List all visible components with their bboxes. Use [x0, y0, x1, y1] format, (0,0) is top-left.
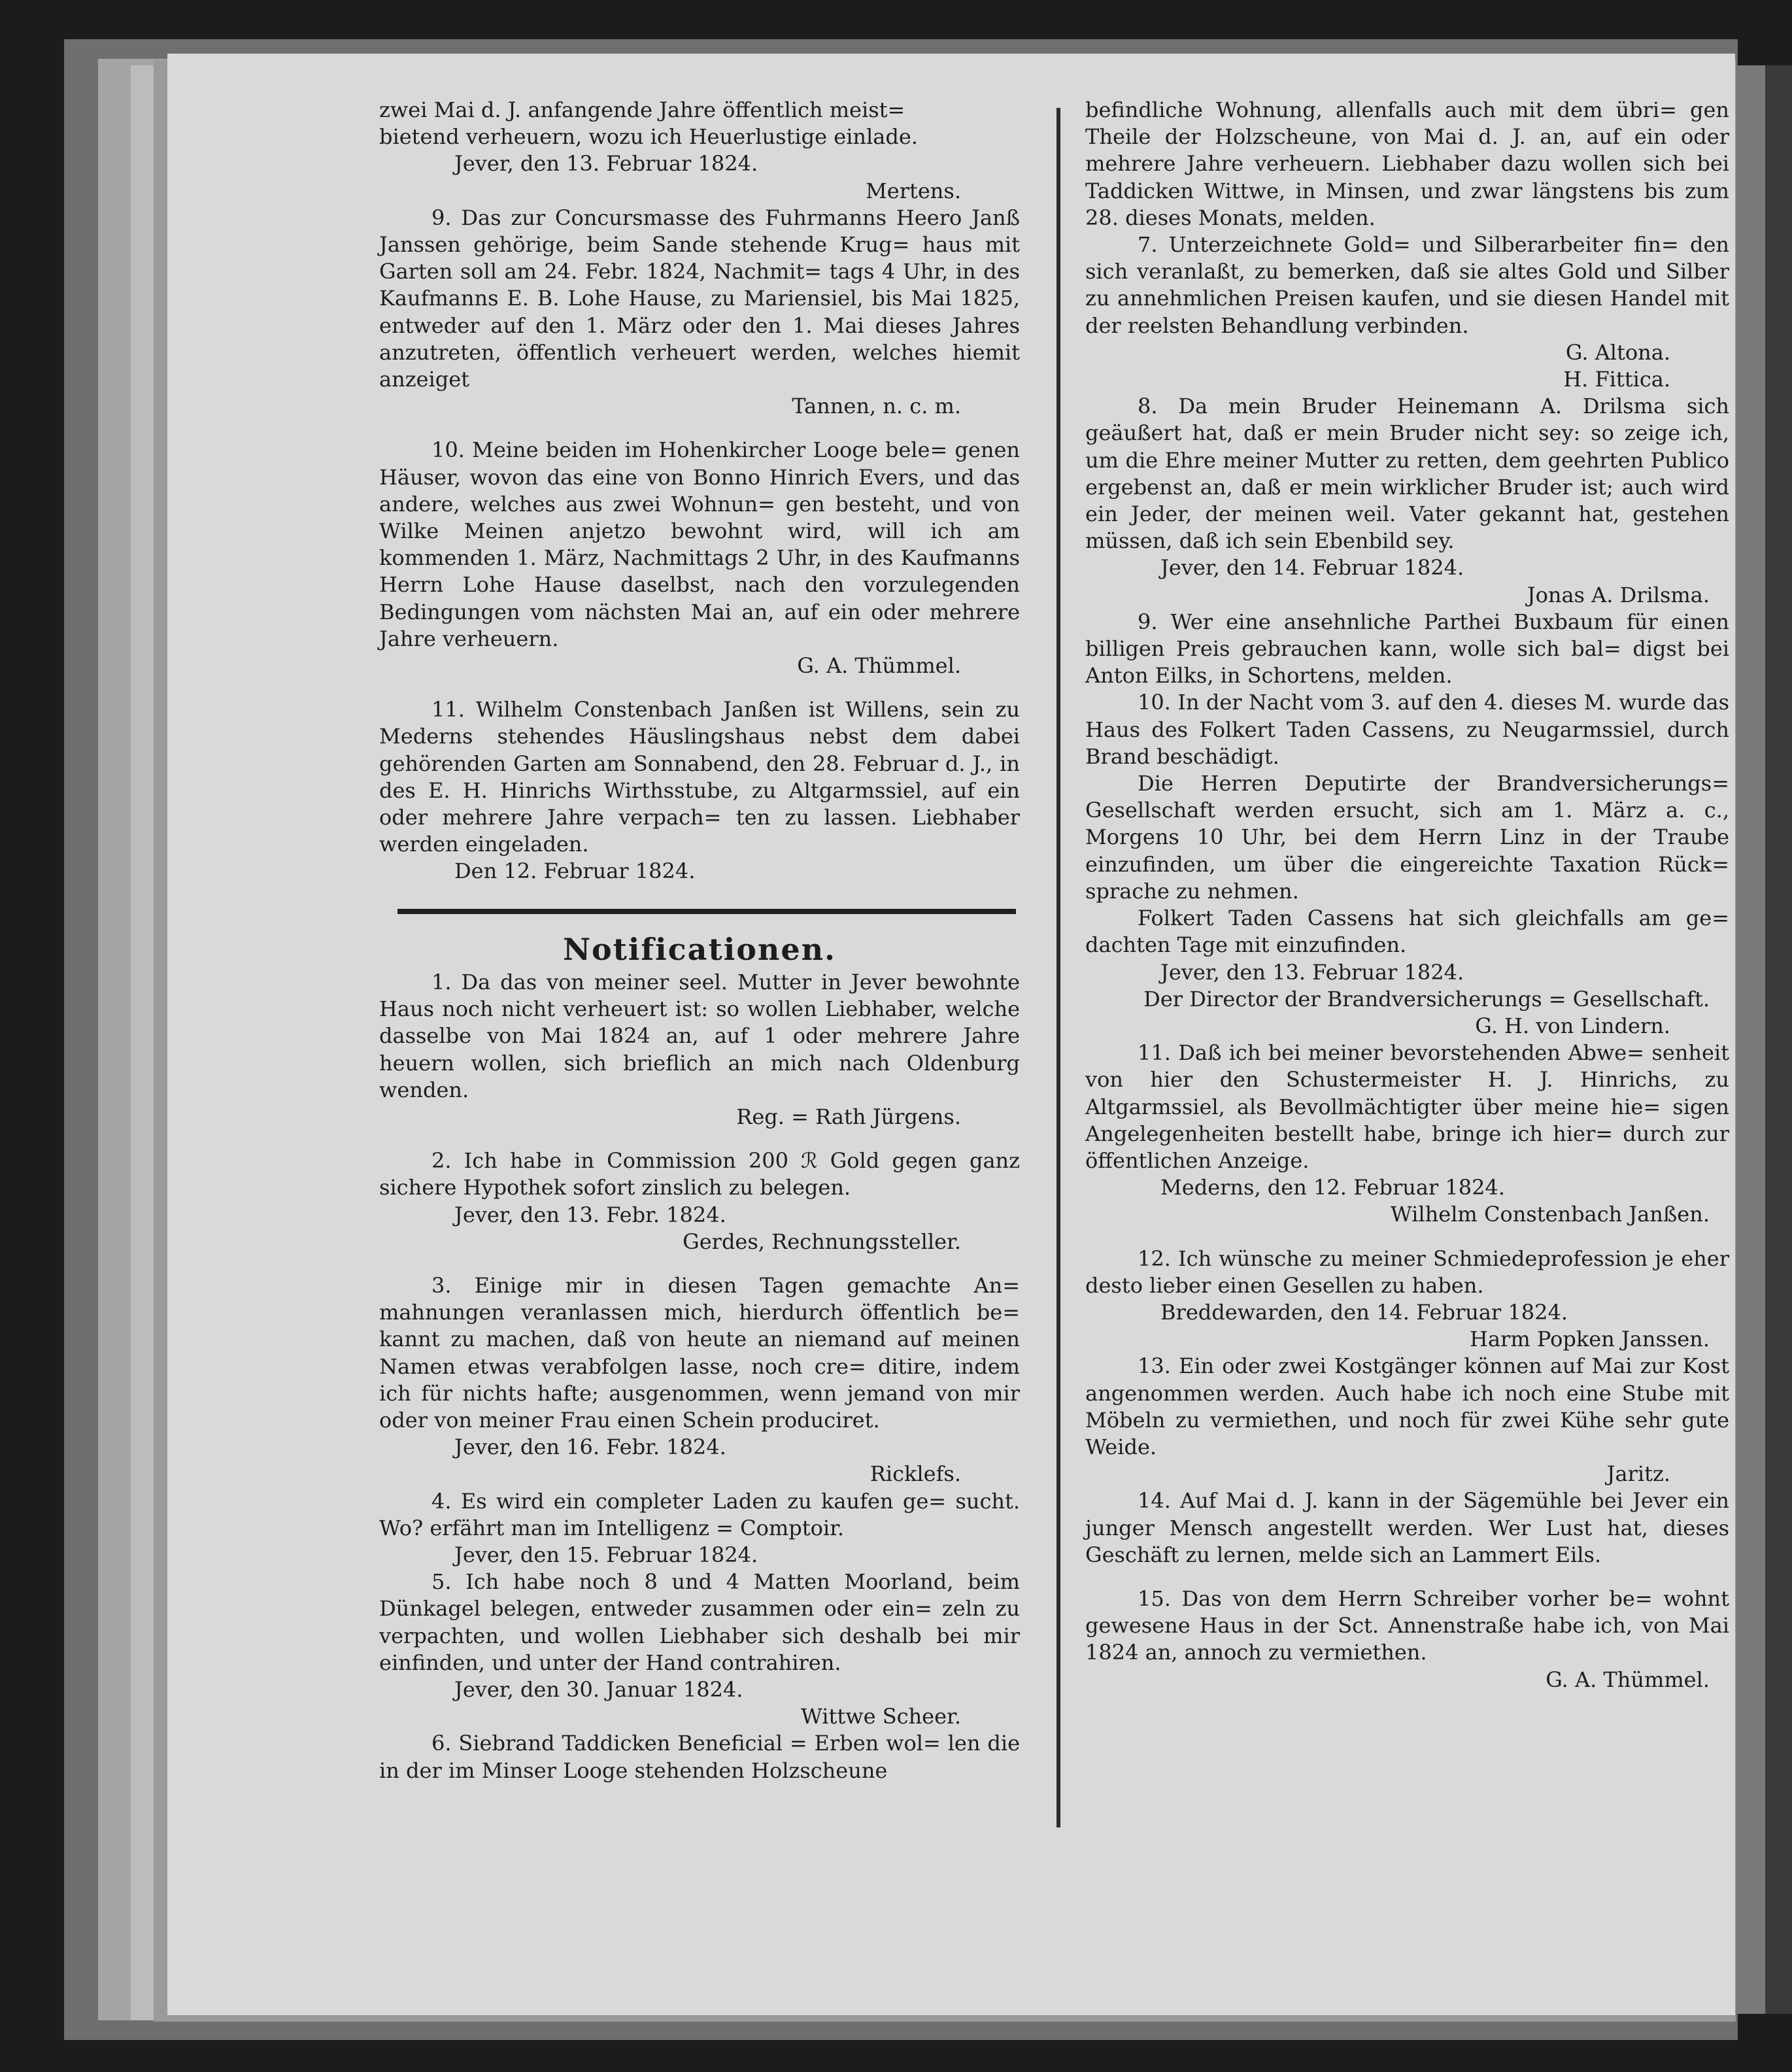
notice-9: 9. Das zur Concursmasse des Fuhrmanns Heero Janß Janssen gehörige, beim Sande stehende Krug= haus mit Garten soll am 24. Febr. 1824, Nachmit= tags 4 Uhr, in des Kaufmanns E. B. Lohe Hause, zu Mariensiel, bis Mai 1825, entweder auf den 1. März oder den 1. Mai dieses Jahres anzutreten, öffentlich verheuert werden, welches hiemit anzeiget — [379, 205, 1020, 392]
place-date: Jever, den 13. Febr. 1824. — [454, 1202, 726, 1227]
column-rule — [1057, 108, 1060, 1827]
section-heading: Notificationen. — [562, 932, 837, 967]
paragraph: Die Herren Deputirte der Brandversicherungs= Gesellschaft werden ersucht, sich am 1. März a. c., Morgens 10 Uhr, bei dem Herrn Linz in der Traube einzufinden, um über die eingereichte Taxation Rück= sprache zu nehmen. — [1085, 771, 1729, 904]
notification-3: 3. Einige mir in diesen Tagen gemachte An= mahnungen veranlassen mich, hierdurch öffentlich be= kannt zu machen, daß von heute an niemand auf meinen Namen etwas verabfolgen lasse, noch cre= ditire, indem ich für nichts hafte; ausgenommen, wenn jemand von mir oder von meiner Frau einen Schein produciret. — [379, 1273, 1020, 1433]
paragraph: Folkert Taden Cassens hat sich gleichfalls am ge= dachten Tage mit einzufinden. — [1085, 906, 1729, 958]
paragraph: bietend verheuern, wozu ich Heuerlustige einlade. — [379, 124, 918, 150]
place-date: Jever, den 16. Febr. 1824. — [454, 1435, 726, 1460]
signature: Harm Popken Janssen. — [1470, 1327, 1710, 1352]
paragraph: zwei Mai d. J. anfangende Jahre öffentlich meist= — [379, 97, 905, 122]
notice-8: 8. Da mein Bruder Heinemann A. Drilsma sich geäußert hat, daß er mein Bruder nicht sey: so zeige ich, um die Ehre meiner Mutter zu retten, dem geehrten Publico ergebenst an, daß er mein wirklicher Bruder ist; auch wird ein Jeder, der meinen weil. Vater gekannt hat, gestehen müssen, daß ich sein Ebenbild sey. — [1085, 394, 1729, 554]
notice-14: 14. Auf Mai d. J. kann in der Sägemühle bei Jever ein junger Mensch angestellt werden. Wer Lust hat, dieses Geschäft zu lernen, melde sich an Lammert Eils. — [1085, 1488, 1729, 1567]
place-date: Den 12. Februar 1824. — [454, 858, 696, 884]
place-date: Jever, den 14. Februar 1824. — [1160, 555, 1464, 581]
signature: G. H. von Lindern. — [1475, 1013, 1670, 1038]
signature: Wilhelm Constenbach Janßen. — [1390, 1202, 1710, 1227]
notifications-column — [379, 969, 1020, 1784]
place-date: Jever, den 15. Februar 1824. — [454, 1542, 758, 1568]
notice-12: 12. Ich wünsche zu meiner Schmiedeprofession je eher desto lieber einen Gesellen zu haben. — [1085, 1246, 1729, 1298]
notification-4: 4. Es wird ein completer Laden zu kaufen ge= sucht. Wo? erfährt man im Intelligenz = Comptoir. — [379, 1488, 1020, 1540]
notice-15: 15. Das von dem Herrn Schreiber vorher be= wohnt gewesene Haus in der Sct. Annenstraße habe ich, von Mai 1824 an, annoch zu vermiethen. — [1085, 1586, 1729, 1665]
paragraph: befindliche Wohnung, allenfalls auch mit dem übri= gen Theile der Holzscheune, von Mai d. J. an, auf ein oder mehrere Jahre verheuern. Liebhaber dazu wollen sich bei Taddicken Wittwe, in Minsen, und zwar längstens bis zum 28. dieses Monats, melden. — [1085, 97, 1729, 230]
notice-10: 10. In der Nacht vom 3. auf den 4. dieses M. wurde das Haus des Folkert Taden Cassens, zu Neugarmssiel, durch Brand beschädigt. — [1085, 690, 1729, 769]
notification-6: 6. Siebrand Taddicken Beneficial = Erben wol= len die in der im Minser Looge stehenden Holzscheune — [379, 1731, 1020, 1783]
signature: Gerdes, Rechnungssteller. — [683, 1229, 961, 1254]
signature: H. Fittica. — [1563, 367, 1670, 392]
signature: Ricklefs. — [870, 1461, 961, 1487]
book-gutter-shadow — [1765, 65, 1792, 2014]
signature: Der Director der Brandversicherungs = Gesellschaft. — [1143, 986, 1710, 1011]
place-date: Jever, den 13. Februar 1824. — [454, 151, 758, 177]
signature: G. Altona. — [1565, 339, 1670, 365]
notice-11: 11. Wilhelm Constenbach Janßen ist Willens, sein zu Mederns stehendes Häuslingshaus nebst dem dabei gehörenden Garten am Sonnabend, den 28. Februar d. J., in des E. H. Hinrichs Wirthsstube, zu Altgarmssiel, auf ein oder mehrere Jahre verpach= ten zu lassen. Liebhaber werden eingeladen. — [379, 697, 1020, 857]
notification-2: 2. Ich habe in Commission 200 ℛ Gold gegen ganz sichere Hypothek sofort zinslich zu belegen. — [379, 1148, 1020, 1200]
right-column — [1085, 97, 1729, 1693]
notice-7: 7. Unterzeichnete Gold= und Silberarbeiter fin= den sich veranlaßt, zu bemerken, daß sie altes Gold und Silber zu annehmlichen Preisen kaufen, und sie diesen Handel mit der reelsten Behandlung verbinden. — [1085, 232, 1729, 338]
notification-1: 1. Da das von meiner seel. Mutter in Jever bewohnte Haus noch nicht verheuert ist: so wollen Liebhaber, welche dasselbe von Mai 1824 an, auf 1 oder mehrere Jahre heuern wollen, sich brieflich an mich nach Oldenburg wenden. — [379, 970, 1020, 1102]
notice-10: 10. Meine beiden im Hohenkircher Looge bele= genen Häuser, wovon das eine von Bonno Hinrich Evers, und das andere, welches aus zwei Wohnun= gen besteht, und von Wilke Meinen anjetzo bewohnt wird, will ich am kommenden 1. März, Nachmittags 2 Uhr, in des Kaufmanns Herrn Lohe Hause daselbst, nach den vorzulegenden Bedingungen vom nächsten Mai an, auf ein oder mehrere Jahre verheuern. — [379, 437, 1020, 651]
signature: Mertens. — [866, 178, 961, 203]
signature: Tannen, n. c. m. — [792, 394, 961, 419]
signature: Reg. = Rath Jürgens. — [736, 1104, 961, 1130]
left-column — [379, 97, 1020, 885]
place-date: Mederns, den 12. Februar 1824. — [1160, 1175, 1505, 1200]
place-date: Jever, den 30. Januar 1824. — [454, 1677, 743, 1703]
signature: G. A. Thümmel. — [1546, 1667, 1710, 1692]
place-date: Breddewarden, den 14. Februar 1824. — [1160, 1299, 1568, 1325]
place-date: Jever, den 13. Februar 1824. — [1160, 959, 1464, 985]
signature: G. A. Thümmel. — [797, 653, 961, 679]
section-divider — [397, 909, 1016, 914]
notice-9: 9. Wer eine ansehnliche Parthei Buxbaum für einen billigen Preis gebrauchen kann, wolle sich bal= digst bei Anton Eilks, in Schortens, melden. — [1085, 609, 1729, 688]
notice-11: 11. Daß ich bei meiner bevorstehenden Abwe= senheit von hier den Schustermeister H. J. Hinrichs, zu Altgarmssiel, als Bevollmächtigter über meine hie= sigen Angelegenheiten bestellt habe, bringe ich hier= durch zur öffentlichen Anzeige. — [1085, 1040, 1729, 1173]
signature: Jaritz. — [1606, 1461, 1670, 1487]
notification-5: 5. Ich habe noch 8 und 4 Matten Moorland, beim Dünkagel belegen, entweder zusammen oder ein= zeln zu verpachten, und wollen Liebhaber sich deshalb bei mir einfinden, und unter der Hand contrahiren. — [379, 1569, 1020, 1675]
signature: Jonas A. Drilsma. — [1527, 582, 1710, 607]
signature: Wittwe Scheer. — [800, 1704, 961, 1729]
notice-13: 13. Ein oder zwei Kostgänger können auf Mai zur Kost angenommen werden. Auch habe ich noch eine Stube mit Möbeln zu vermiethen, und noch für zwei Kühe sehr gute Weide. — [1085, 1353, 1729, 1459]
